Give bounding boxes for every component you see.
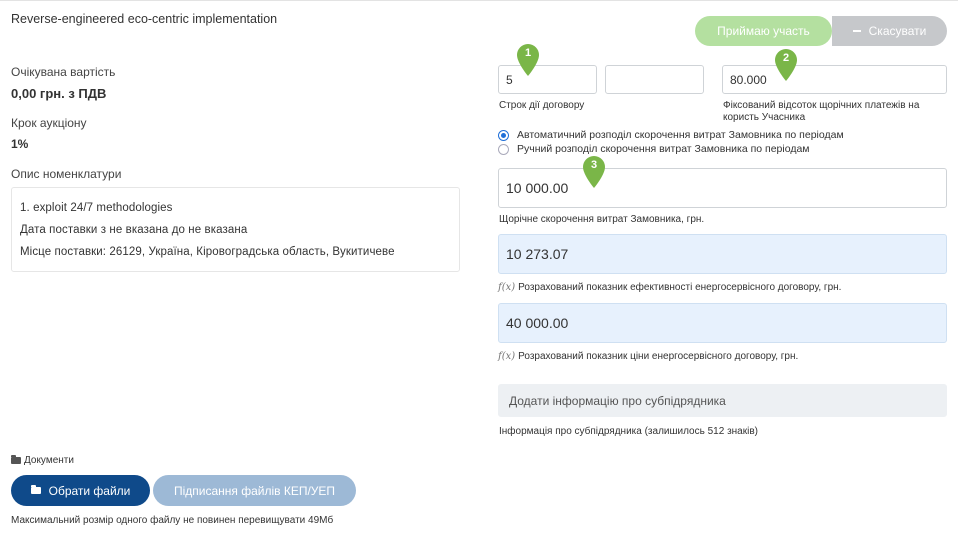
function-icon: f(x): [498, 351, 516, 362]
nomenclature-box: [11, 187, 460, 272]
step-marker-2: 2: [773, 48, 799, 82]
choose-files-button[interactable]: [11, 475, 150, 506]
price-label-row: [498, 351, 798, 362]
nomenclature-label: Опис номенклатури: [11, 167, 122, 181]
top-divider: [0, 0, 958, 1]
annual-reduction-input[interactable]: 10 000.00: [498, 168, 947, 208]
lot-title: Reverse-engineered eco-centric implementation: [11, 12, 278, 26]
choose-files-label: Обрати файли: [48, 483, 131, 498]
documents-label-row: [11, 455, 74, 466]
contract-term-label: Строк дії договору: [499, 100, 585, 111]
function-icon: f(x): [498, 282, 516, 293]
expected-value: 0,00 грн. з ПДВ: [11, 86, 107, 101]
sign-files-button[interactable]: Підписання файлів КЕП/УЕП: [153, 475, 356, 506]
radio-auto-distribution[interactable]: [498, 129, 844, 141]
folder-icon: [31, 487, 41, 494]
documents-label: Документи: [24, 455, 74, 466]
auction-step: 1%: [11, 137, 29, 151]
annual-reduction-label: Щорічне скорочення витрат Замовника, грн.: [499, 214, 705, 225]
contract-term-days-input[interactable]: [605, 65, 704, 94]
radio-manual-distribution[interactable]: [498, 143, 810, 155]
price-value-field: 40 000.00: [498, 303, 947, 343]
accept-participation-button[interactable]: Приймаю участь: [695, 16, 832, 46]
nomenclature-item: 1. exploit 24/7 methodologies: [20, 202, 173, 214]
radio-manual-button[interactable]: [498, 144, 509, 155]
radio-auto-label: Автоматичний розподіл скорочення витрат Замовника по періодам: [517, 129, 844, 141]
cancel-button-label: Скасувати: [868, 24, 927, 38]
delivery-place: Місце поставки: 26129, Україна, Кіровоградська область, Вукитичеве: [20, 246, 395, 258]
contract-term-years-input[interactable]: 5: [498, 65, 597, 94]
radio-auto-button[interactable]: [498, 130, 509, 141]
auction-step-label: Крок аукціону: [11, 116, 87, 130]
step-marker-3: 3: [581, 155, 607, 189]
efficiency-label: Розрахований показник ефективності енергосервісного договору, грн.: [518, 282, 842, 293]
fixed-percent-label: Фіксований відсоток щорічних платежів на користь Учасника: [723, 100, 920, 123]
price-label: Розрахований показник ціни енергосервісного договору, грн.: [518, 351, 799, 362]
delivery-date: Дата поставки з не вказана до не вказана: [20, 224, 248, 236]
fixed-percent-input[interactable]: 80.000: [722, 65, 947, 94]
folder-icon: [11, 457, 21, 464]
expected-value-label: Очікувана вартість: [11, 65, 116, 79]
efficiency-value-field: 10 273.07: [498, 234, 947, 274]
minus-icon: [853, 30, 861, 32]
cancel-button[interactable]: [832, 16, 947, 46]
step-marker-1: 1: [515, 43, 541, 77]
subcontractor-input[interactable]: Додати інформацію про субпідрядника: [498, 384, 947, 417]
efficiency-label-row: [498, 282, 841, 293]
subcontractor-hint: Інформація про субпідрядника (залишилось 512 знаків): [499, 426, 758, 437]
max-size-note: Максимальний розмір одного файлу не повинен перевищувати 49Мб: [11, 515, 334, 526]
radio-manual-label: Ручний розподіл скорочення витрат Замовника по періодам: [517, 143, 810, 155]
